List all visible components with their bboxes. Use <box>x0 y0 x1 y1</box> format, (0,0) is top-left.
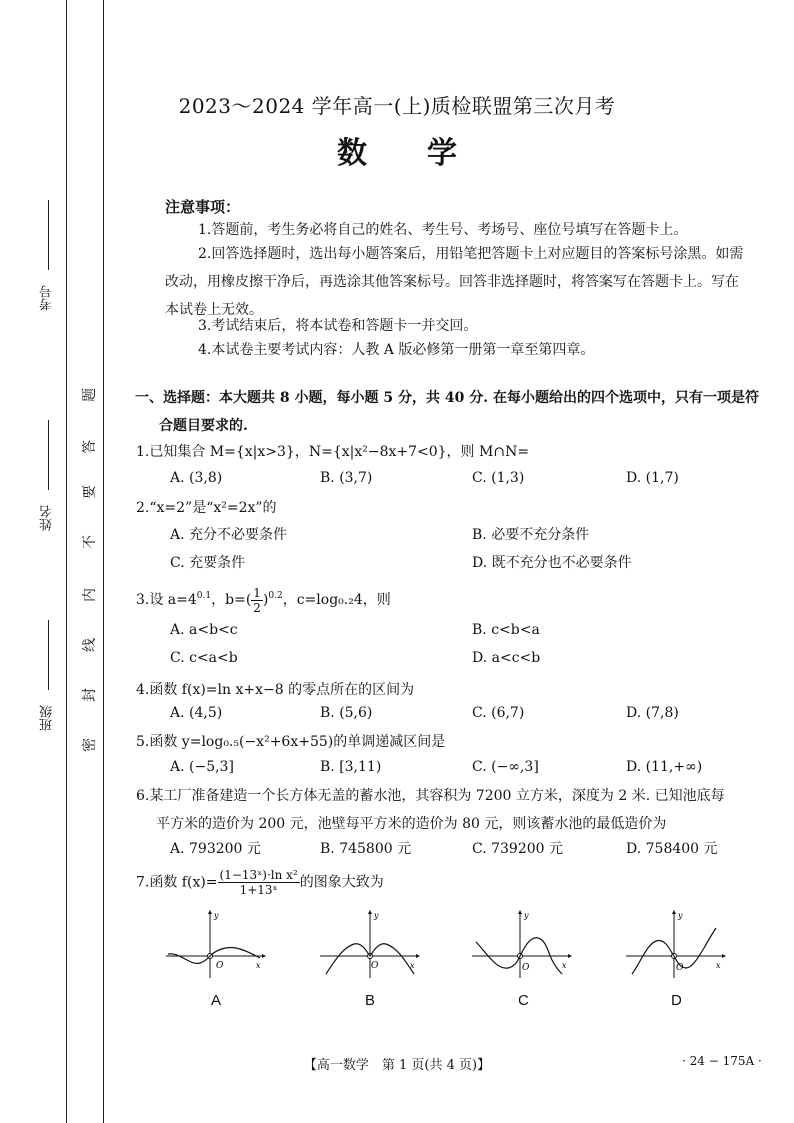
q3-option-b: B. c<b<a <box>472 622 540 638</box>
q5-option-d: D. (11,+∞) <box>626 759 703 775</box>
q5-option-b: B. [3,11) <box>320 759 382 775</box>
question-6-line: 平方米的造价为 200 元，池壁每平方米的造价为 80 元，则该蓄水池的最低造价为 <box>156 816 667 832</box>
seal-char: 要 <box>82 485 98 499</box>
graph-option-d <box>626 908 726 978</box>
origin-label: O <box>371 961 379 971</box>
y-axis-label: y <box>374 911 379 920</box>
note-item: 2.回答选择题时，选出每小题答案后，用铅笔把答题卡上对应题目的答案标号涂黑。如需改动，用橡皮擦干净后，再选涂其他答案标号。回答非选择题时，将答案写在答题卡上。写在本试卷上无效。 <box>165 246 744 318</box>
seal-char: 不 <box>82 535 98 549</box>
fraction-f-of-x: $\frac{\text{(1−13ˣ)·ln x²}}{\text{1+13ˣ}}$ <box>219 868 298 897</box>
graph-label-d: D <box>671 992 682 1009</box>
y-axis-label: y <box>678 911 683 920</box>
q4-option-d: D. (7,8) <box>626 705 679 721</box>
q2-option-b: B. 必要不充分条件 <box>472 527 590 543</box>
q1-option-c: C. (1,3) <box>472 470 525 486</box>
section-heading-line: 合题目要求的. <box>159 418 248 434</box>
paper-title: 2023～2024 学年高一(上)质检联盟第三次月考 <box>178 94 616 118</box>
graph-option-b <box>320 908 420 978</box>
note-item: 1.答题前，考生务必将自己的姓名、考生号、考场号、座位号填写在答题卡上。 <box>198 222 688 238</box>
y-axis-label: y <box>214 911 219 920</box>
x-axis-label: x <box>562 961 567 970</box>
q2-option-a: A. 充分不必要条件 <box>170 527 288 543</box>
graph-label-b: B <box>365 992 376 1009</box>
q4-option-c: C. (6,7) <box>472 705 525 721</box>
question-4-stem: 4.函数 f(x)=ln x+x−8 的零点所在的区间为 <box>136 682 415 698</box>
q2-option-c: C. 充要条件 <box>170 555 246 571</box>
q3-option-a: A. a<b<c <box>170 622 238 638</box>
exam-no-label: 考号 <box>40 285 55 311</box>
section-heading-line: 一、选择题：本大题共 8 小题，每小题 5 分，共 40 分. 在每小题给出的四个选项中，只有一项是符 <box>135 390 759 406</box>
q1-option-d: D. (1,7) <box>626 470 679 486</box>
q4-option-a: A. (4,5) <box>170 705 223 721</box>
y-axis-arrow <box>672 910 676 914</box>
x-axis-arrow <box>722 954 726 958</box>
paper-code: · 24 − 175A · <box>682 1054 762 1068</box>
page-footer: 【高一数学 第 1 页(共 4 页)】 <box>303 1058 491 1073</box>
q4-option-b: B. (5,6) <box>320 705 373 721</box>
seal-char: 封 <box>82 688 98 702</box>
q1-option-a: A. (3,8) <box>170 470 223 486</box>
class-rule <box>48 620 49 690</box>
fraction-one-half: $\frac{1}{2}$ <box>253 585 261 615</box>
graph-label-a: A <box>211 992 222 1009</box>
question-3-stem: 3.设 $a=4^{0.1}$，b=( $\frac{1}{2}$ )$^{0.2}$，c=log₀.₂4，则 <box>136 585 391 615</box>
note-item: 4.本试卷主要考试内容：人教 A 版必修第一册第一章至第四章。 <box>198 342 595 358</box>
y-axis-arrow <box>518 910 522 914</box>
graph-option-a <box>166 908 266 978</box>
q6-option-b: B. 745800 元 <box>320 841 412 857</box>
question-5-stem: 5.函数 y=log₀.₅(−x²+6x+55)的单调递减区间是 <box>136 734 446 750</box>
function-curve <box>168 947 260 963</box>
question-2-stem: 2.“x=2”是“x²=2x”的 <box>136 500 277 516</box>
exam-no-rule <box>48 200 49 270</box>
graph-option-c <box>472 908 572 978</box>
origin-label: O <box>676 963 684 973</box>
x-axis-arrow <box>262 954 266 958</box>
x-axis-arrow <box>568 954 572 958</box>
seal-char: 题 <box>82 388 98 402</box>
q3-option-d: D. a<c<b <box>472 650 541 666</box>
x-axis-arrow <box>416 954 420 958</box>
section-heading <box>135 384 760 440</box>
question-1-stem: 1.已知集合 M={x|x>3}，N={x|x²−8x+7<0}，则 M∩N= <box>136 444 530 460</box>
graph-label-c: C <box>518 992 529 1009</box>
seal-char: 线 <box>82 638 98 652</box>
x-axis-label: x <box>256 961 261 970</box>
x-axis-label: x <box>410 961 415 970</box>
question-6-line: 6.某工厂准备建造一个长方体无盖的蓄水池，其容积为 7200 立方米，深度为 2 米. 已知池底每 <box>136 788 725 804</box>
notes-heading: 注意事项： <box>165 198 241 216</box>
seal-char: 内 <box>82 588 98 602</box>
q6-option-c: C. 739200 元 <box>472 841 564 857</box>
q5-option-a: A. (−5,3] <box>170 759 234 775</box>
y-axis-arrow <box>208 910 212 914</box>
seal-char: 答 <box>82 440 98 454</box>
y-axis-arrow <box>368 910 372 914</box>
q5-option-c: C. (−∞,3] <box>472 759 539 775</box>
question-6-stem <box>136 782 776 838</box>
origin-label: O <box>216 961 224 971</box>
y-axis-label: y <box>524 911 529 920</box>
name-label: 姓名 <box>40 505 55 531</box>
x-axis-label: x <box>716 961 721 970</box>
q6-option-d: D. 758400 元 <box>626 841 718 857</box>
note-item: 3.考试结束后，将本试卷和答题卡一并交回。 <box>198 318 478 334</box>
q1-option-b: B. (3,7) <box>320 470 373 486</box>
q6-option-a: A. 793200 元 <box>170 841 261 857</box>
class-label: 班级 <box>40 705 55 731</box>
q3-option-c: C. c<a<b <box>170 650 238 666</box>
seal-char: 密 <box>82 738 98 752</box>
question-7-stem: 7.函数 f(x)= $\frac{\text{(1−13ˣ)·ln x²}}{\text{1+13ˣ}}$ 的图象大致为 <box>136 868 384 897</box>
paper-subject: 数学 <box>337 136 517 171</box>
q2-option-d: D. 既不充分也不必要条件 <box>472 555 632 571</box>
name-rule <box>48 420 49 490</box>
origin-label: O <box>522 963 530 973</box>
